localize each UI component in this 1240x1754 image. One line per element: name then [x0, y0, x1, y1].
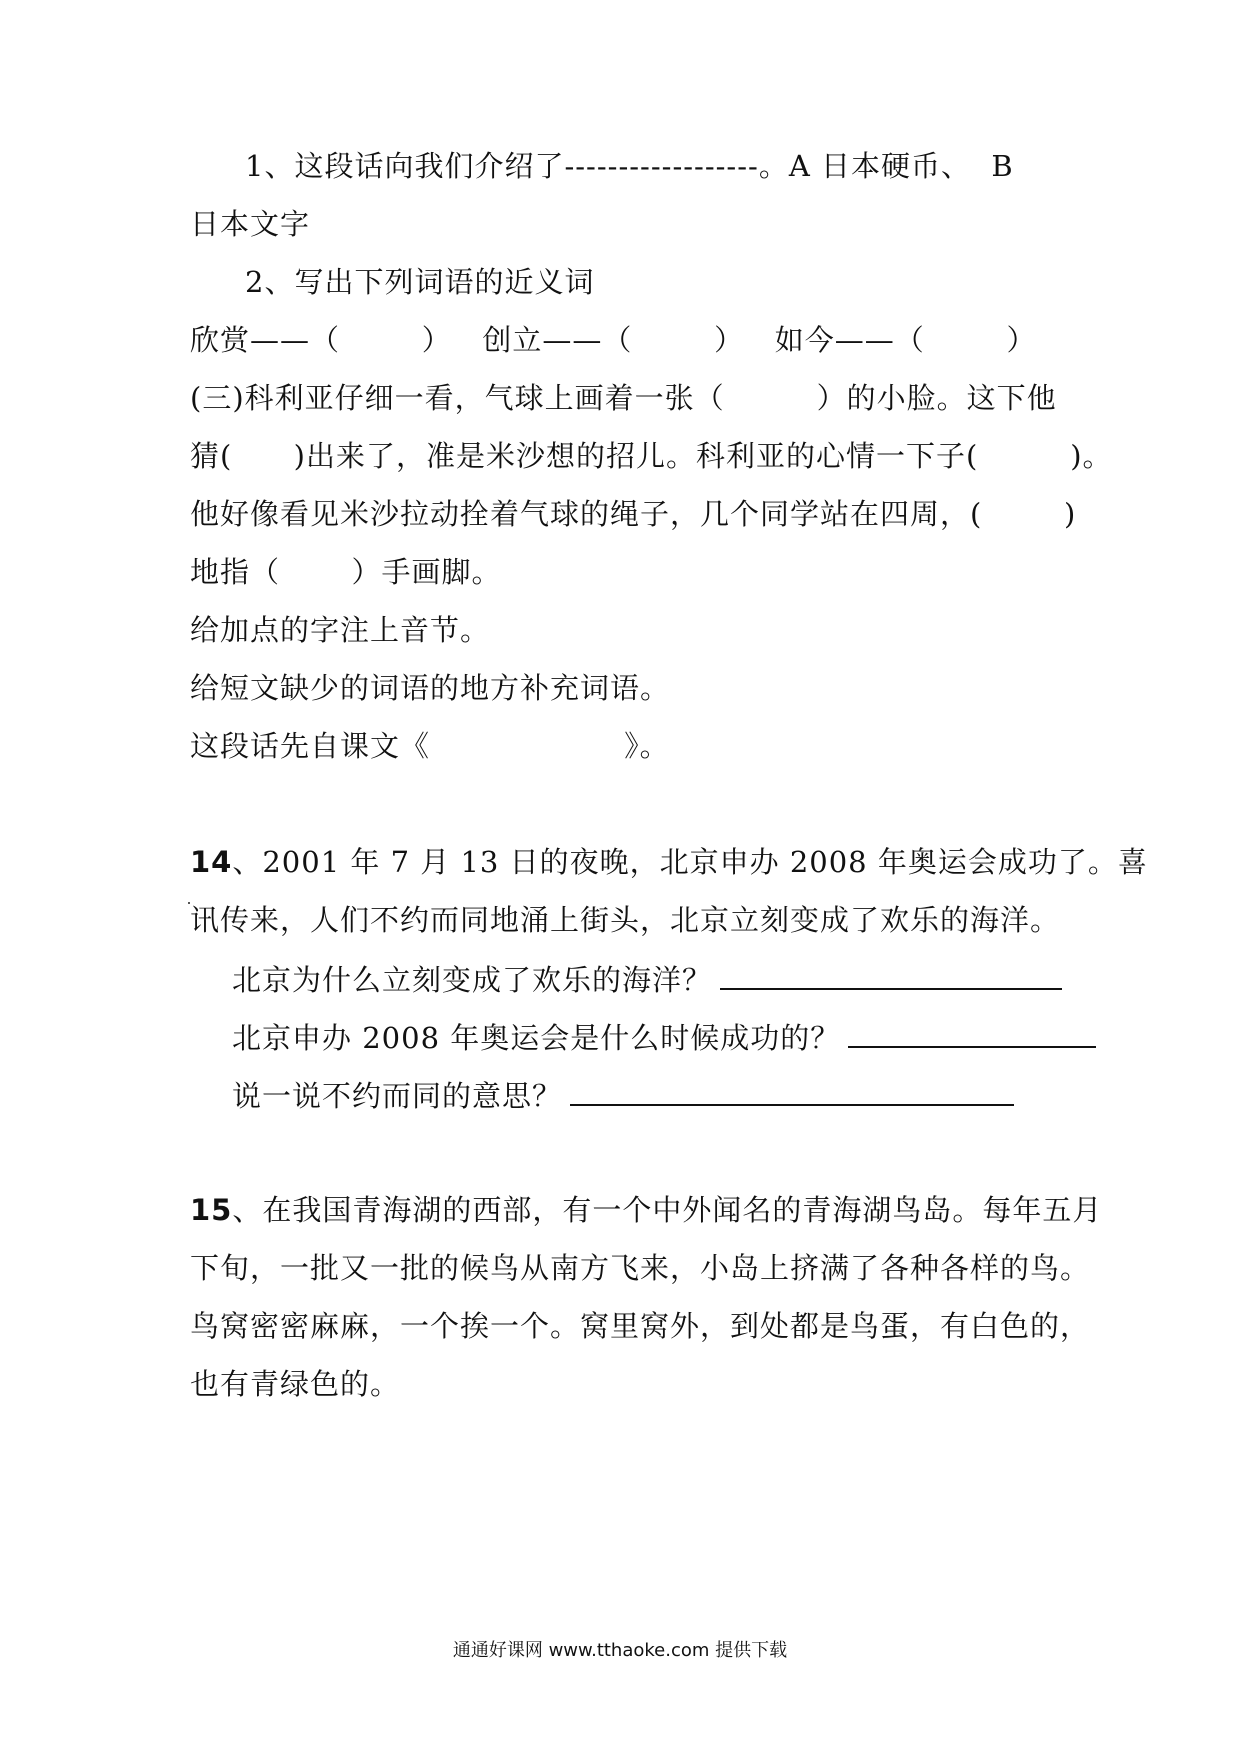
- section3-task3: 这段话先自课文《 》。: [190, 729, 670, 763]
- section3-line3: 他好像看见米沙拉动拴着气球的绳子，几个同学站在四周，( ): [190, 497, 1077, 531]
- q1-line1: 1、这段话向我们介绍了------------------。A 日本硬币、 B: [245, 149, 1014, 183]
- section3-task1: 给加点的字注上音节。: [190, 613, 491, 647]
- q14-ask3-text: 说一说不约而同的意思？: [232, 1079, 563, 1113]
- q14-ask2: [232, 1016, 1096, 1058]
- section3-line2: 猜( )出来了，准是米沙想的招儿。科利亚的心情一下子( )。: [190, 439, 1113, 473]
- section3-task2: 给短文缺少的词语的地方补充词语。: [190, 671, 671, 705]
- page-footer: 通通好课网 www.tthaoke.com 提供下载: [452, 1640, 788, 1661]
- q14-line1: [190, 842, 1148, 882]
- q14-answer-line1[interactable]: [720, 958, 1062, 990]
- q14-line2: 讯传来，人们不约而同地涌上街头，北京立刻变成了欢乐的海洋。: [190, 903, 1061, 937]
- q14-answer-line3[interactable]: [570, 1074, 1014, 1106]
- q14-answer-line2[interactable]: [848, 1016, 1096, 1048]
- section3-line4: 地指（ ）手画脚。: [190, 555, 502, 589]
- q15-line2: 下旬，一批又一批的候鸟从南方飞来，小岛上挤满了各种各样的鸟。: [190, 1251, 1091, 1285]
- q15-number: 15: [190, 1193, 233, 1227]
- q15-line3: 鸟窝密密麻麻，一个挨一个。窝里窝外，到处都是鸟蛋，有白色的，: [190, 1309, 1091, 1343]
- q14-number: 14: [190, 845, 233, 879]
- q15-line4: 也有青绿色的。: [190, 1367, 401, 1401]
- q14-ask1: [232, 958, 1062, 1000]
- q2-words: 欣赏——（ ） 创立——（ ） 如今——（ ）: [190, 323, 1037, 357]
- q14-ask3: [232, 1074, 1014, 1116]
- q15-line1-text: 、在我国青海湖的西部，有一个中外闻名的青海湖鸟岛。每年五月: [232, 1193, 1103, 1227]
- q2-title: 2、写出下列词语的近义词: [245, 265, 595, 299]
- section3-line1: (三)科利亚仔细一看，气球上画着一张（ ）的小脸。这下他: [190, 381, 1057, 415]
- q14-ask1-text: 北京为什么立刻变成了欢乐的海洋？: [232, 963, 713, 997]
- q1-line2: 日本文字: [190, 207, 311, 241]
- q15-line1: [190, 1190, 1102, 1230]
- q14-line1-text: 、2001 年 7 月 13 日的夜晚，北京申办 2008 年奥运会成功了。喜: [232, 845, 1148, 879]
- q14-ask2-text: 北京申办 2008 年奥运会是什么时候成功的？: [232, 1021, 841, 1055]
